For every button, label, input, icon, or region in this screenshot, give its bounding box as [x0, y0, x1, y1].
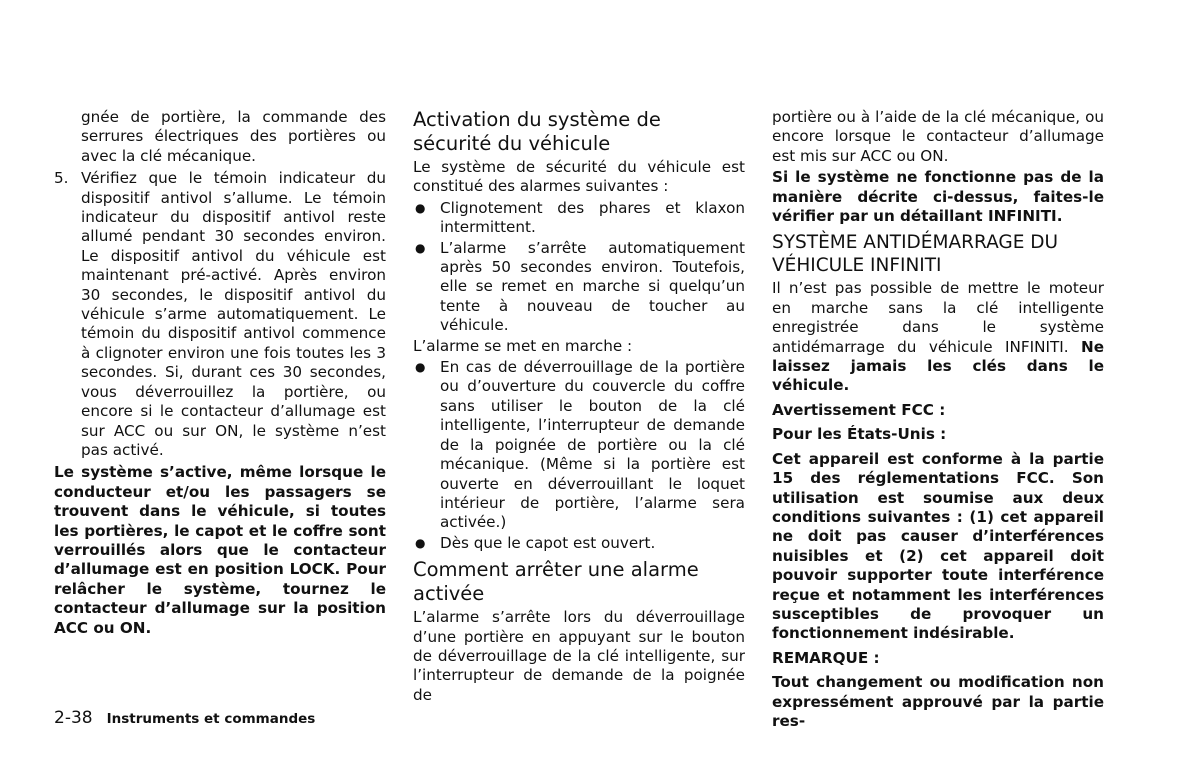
page-footer: [54, 708, 315, 732]
bullet-icon: ●: [415, 535, 426, 550]
continued-step-text: gnée de portière, la commande des serrures électriques des portières ou avec la clé mécanique.: [81, 108, 386, 165]
paragraph-alarm-trigger: L’alarme se met en marche :: [413, 336, 633, 355]
warning-paragraph-dealer: Si le système ne fonctionne pas de la manière décrite ci-dessus, faites-le vérifier par un détaillant INFINITI.: [772, 168, 1104, 226]
section-heading-stop-alarm: Comment arrêter une alarme activée: [413, 558, 699, 606]
column-right: [772, 108, 1104, 731]
fcc-paragraph: Cet appareil est conforme à la partie 15 des réglementations FCC. Son utilisation est soumise aux deux conditions suivantes : (1) cet appareil ne doit pas causer d’interférences nuisibles et (2) cet appareil doit pouvoir supporter toute interférence reçue et notamment les interférences susceptibles de provoquer un fonctionnement indésirable.: [772, 449, 1104, 643]
bullet-text: En cas de déverrouillage de la portière ou d’ouverture du couvercle du coffre sans utiliser le bouton de la clé intelligente, l’interrupteur de demande de la poignée de portière ou la clé mécanique. (Même si la portière est ouverte en déverrouillant le loquet intérieur de portière, l’alarme sera activée.): [440, 358, 745, 532]
step-number: 5.: [54, 169, 69, 188]
fcc-warning-label: Avertissement FCC :: [772, 400, 946, 419]
paragraph-stop-alarm: L’alarme s’arrête lors du déverrouillage d’une portière en appuyant sur le bouton de déverrouillage de la clé intelligente, sur l’interrupteur de demande de la poignée de: [413, 608, 745, 704]
us-label: Pour les États-Unis :: [772, 425, 947, 444]
remark-label: REMARQUE :: [772, 648, 880, 667]
bullet-item: [413, 239, 745, 336]
immobilizer-text: Il n’est pas possible de mettre le moteur en marche sans la clé intelligente enregistrée dans le système antidémarrage du véhicule INFINITI.: [772, 279, 1104, 356]
page-number: 2-38: [54, 708, 93, 728]
section-heading-immobilizer: SYSTÈME ANTIDÉMARRAGE DU VÉHICULE INFINITI: [772, 232, 1059, 277]
bullet-text: L’alarme s’arrête automatiquement après 50 secondes environ. Toutefois, elle se remet en marche si quelqu’un tente à nouveau de toucher au véhicule.: [440, 238, 745, 335]
bullet-icon: ●: [415, 360, 426, 375]
step-text: Vérifiez que le témoin indicateur du dispositif antivol s’allume. Le témoin indicateur du dispositif antivol reste allumé pendant 30 secondes environ. Le dispositif antivol du véhicule est maintenant pré-activé. Après environ 30 secondes, le dispositif antivol du véhicule s’arme automatiquement. Le témoin du dispositif antivol commence à clignoter environ une fois toutes les 3 secondes. Si, durant ces 30 secondes, vous déverrouillez la portière, ou encore si le contacteur d’allumage est sur ACC ou sur ON, le système n’est pas activé.: [81, 169, 386, 459]
column-left: [54, 108, 386, 638]
bullet-item: [413, 358, 745, 533]
column-middle: [413, 108, 745, 705]
bullet-item: [413, 534, 745, 553]
remark-paragraph: Tout changement ou modification non expressément approuvé par la partie res-: [772, 673, 1104, 730]
immobilizer-warning: Ne laissez jamais les clés dans le véhicule.: [772, 337, 1104, 395]
continued-paragraph: portière ou à l’aide de la clé mécanique, ou encore lorsque le contacteur d’allumage est mis sur ACC ou ON.: [772, 108, 1104, 165]
paragraph-immobilizer: [772, 279, 1104, 395]
bullet-icon: ●: [415, 200, 426, 215]
bullet-item: [413, 199, 745, 238]
bullet-text: Dès que le capot est ouvert.: [440, 533, 656, 552]
numbered-step-5: [54, 169, 386, 460]
section-title: Instruments et commandes: [106, 711, 316, 727]
warning-paragraph: Le système s’active, même lorsque le conducteur et/ou les passagers se trouvent dans le véhicule, si toutes les portières, le capot et le coffre sont verrouillés alors que le contacteur d’allumage est en position LOCK. Pour relâcher le système, tournez le contacteur d’allumage sur la position ACC ou ON.: [54, 463, 386, 637]
bullet-icon: ●: [415, 240, 426, 255]
section-heading-activation: Activation du système de sécurité du véhicule: [413, 108, 661, 155]
paragraph-alarms-intro: Le système de sécurité du véhicule est constitué des alarmes suivantes :: [413, 158, 745, 196]
bullet-text: Clignotement des phares et klaxon intermittent.: [440, 198, 745, 237]
